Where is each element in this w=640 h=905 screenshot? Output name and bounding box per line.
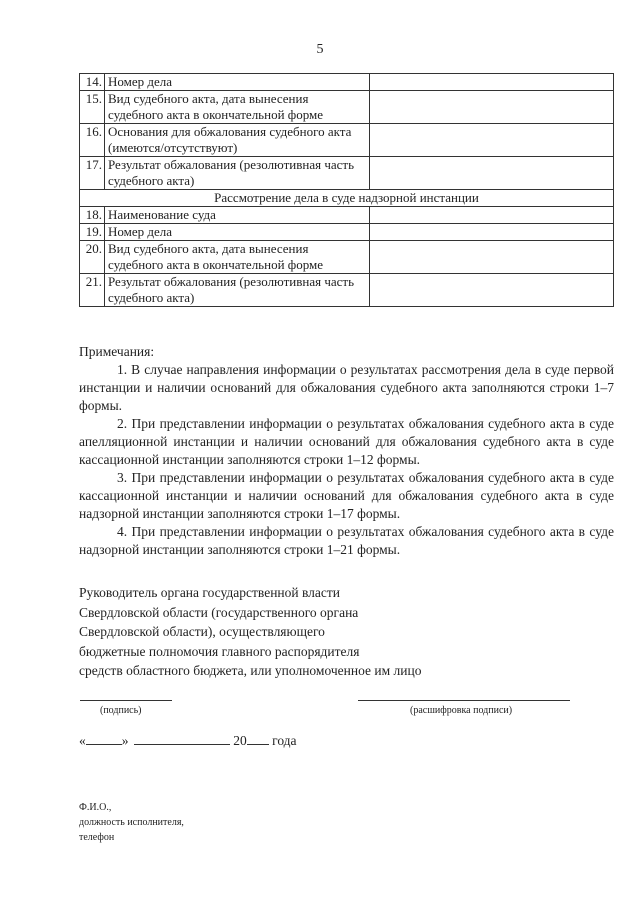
signature-line[interactable] <box>80 700 172 701</box>
row-number: 19. <box>80 224 105 241</box>
row-label: Основания для обжалования судебного акта (имеются/отсутствуют) <box>105 124 370 157</box>
signer-line: Руководитель органа государственной власти <box>79 585 341 600</box>
row-value-cell[interactable] <box>370 157 614 190</box>
row-label: Номер дела <box>105 74 370 91</box>
table-row <box>80 124 614 157</box>
row-label: Номер дела <box>105 224 370 241</box>
year-prefix: 20 <box>233 733 247 748</box>
table-row <box>80 91 614 124</box>
row-value-cell[interactable] <box>370 91 614 124</box>
date-line <box>79 733 297 749</box>
row-value-cell[interactable] <box>370 241 614 274</box>
row-number: 21. <box>80 274 105 307</box>
table-row <box>80 224 614 241</box>
row-label: Вид судебного акта, дата вынесения судебного акта в окончательной форме <box>105 91 370 124</box>
row-number: 15. <box>80 91 105 124</box>
row-value-cell[interactable] <box>370 124 614 157</box>
row-number: 14. <box>80 74 105 91</box>
note-item: 1. В случае направления информации о результатах рассмотрения дела в суде первой инстанции и наличии оснований для обжалования судебного акта заполняются строки 1–7 формы. <box>79 362 614 413</box>
row-value-cell[interactable] <box>370 207 614 224</box>
signature-decoding-line[interactable] <box>358 700 570 701</box>
row-number: 20. <box>80 241 105 274</box>
note-item: 4. При представлении информации о результатах обжалования судебного акта в суде надзорной инстанции заполняются строки 1–21 формы. <box>79 524 614 557</box>
row-label: Результат обжалования (резолютивная часть судебного акта) <box>105 274 370 307</box>
notes-section <box>79 343 614 559</box>
page-number: 5 <box>316 42 324 57</box>
close-quote: » <box>121 733 129 748</box>
row-value-cell[interactable] <box>370 74 614 91</box>
table-row <box>80 241 614 274</box>
row-label: Результат обжалования (резолютивная часть судебного акта) <box>105 157 370 190</box>
executor-line: должность исполнителя, <box>79 817 184 828</box>
year-suffix: года <box>272 733 297 748</box>
row-number: 16. <box>80 124 105 157</box>
year-blank[interactable] <box>247 734 269 745</box>
row-number: 17. <box>80 157 105 190</box>
executor-block <box>79 800 184 845</box>
signer-block <box>79 583 539 681</box>
row-value-cell[interactable] <box>370 274 614 307</box>
row-label: Наименование суда <box>105 207 370 224</box>
notes-title: Примечания: <box>79 344 155 359</box>
note-item: 3. При представлении информации о результатах обжалования судебного акта в суде кассационной инстанции и наличии оснований для обжалования судебного акта в суде надзорной инстанции заполняются строки 1–17 формы. <box>79 470 614 521</box>
report-form-table <box>79 73 614 307</box>
signer-line: средств областного бюджета, или уполномоченное им лицо <box>79 663 422 678</box>
section-header-row <box>80 190 614 207</box>
executor-line: телефон <box>79 832 115 843</box>
decoding-caption: (расшифровка подписи) <box>410 705 513 716</box>
table-row <box>80 274 614 307</box>
note-item: 2. При представлении информации о результатах обжалования судебного акта в суде апелляционной инстанции и наличии оснований для обжалования судебного акта в суде кассационной инстанции заполняются строки 1–12 формы. <box>79 416 614 467</box>
row-value-cell[interactable] <box>370 224 614 241</box>
open-quote: « <box>79 733 86 748</box>
signer-line: Свердловской области), осуществляющего <box>79 624 325 639</box>
section-header: Рассмотрение дела в суде надзорной инстанции <box>80 190 614 207</box>
signature-caption: (подпись) <box>100 705 142 716</box>
month-blank[interactable] <box>134 734 230 745</box>
executor-line: Ф.И.О., <box>79 802 112 813</box>
row-label: Вид судебного акта, дата вынесения судебного акта в окончательной форме <box>105 241 370 274</box>
signer-line: бюджетные полномочия главного распорядителя <box>79 643 360 659</box>
row-number: 18. <box>80 207 105 224</box>
table-row <box>80 74 614 91</box>
signer-line: Свердловской области (государственного органа <box>79 604 359 620</box>
table-row <box>80 207 614 224</box>
day-blank[interactable] <box>86 734 122 745</box>
table-row <box>80 157 614 190</box>
